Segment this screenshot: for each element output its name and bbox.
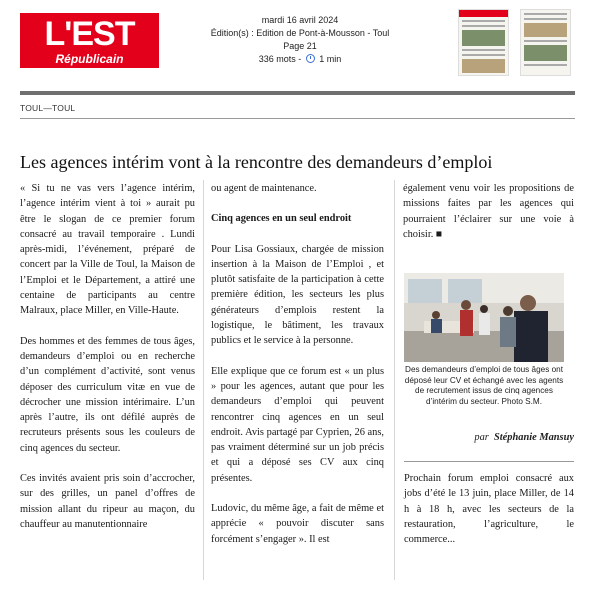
section-rule — [20, 118, 575, 119]
paragraph: Pour Lisa Gossiaux, chargée de mission insertion à la Maison de l’Emploi , et plutôt satisfaite de la participation à cette première édition, les secteurs les plus générateurs d’emplois restent la logistique, le bâtiment, les travaux publics et le service à la personne. — [211, 243, 384, 347]
word-count-row — [200, 53, 400, 66]
byline-prefix: par — [474, 432, 489, 443]
article-column-1 — [20, 181, 195, 547]
logo-main: L'EST — [44, 15, 135, 53]
subheading: Cinq agences en un seul endroit — [211, 213, 352, 225]
column-divider — [394, 180, 395, 580]
reading-time: 1 min — [319, 54, 342, 64]
article-photo[interactable] — [404, 273, 564, 362]
edition-info: Édition(s) : Edition de Pont-à-Mousson - Toul — [210, 28, 390, 38]
paragraph: également venu voir les propositions de missions faites par les agences qui pourraient l’éclairer sur une voie à choisir. ■ — [403, 183, 574, 240]
paragraph: ou agent de maintenance. — [211, 183, 317, 194]
page-thumbnail-1[interactable] — [458, 9, 509, 76]
publication-meta — [200, 14, 400, 66]
column-divider — [203, 180, 204, 580]
clock-icon — [306, 54, 315, 63]
section-label: TOUL—TOUL — [20, 103, 76, 113]
publication-date: mardi 16 avril 2024 — [261, 15, 339, 25]
author-name: Stéphanie Mansuy — [494, 432, 574, 443]
box-rule — [404, 461, 574, 462]
paragraph: « Si tu ne vas vers l’agence intérim, l’agence intérim vient à toi » aurait pu être le slogan de ce premier forum consacré au travail temporaire . Lundi après-midi, l’événement, préparé de concert par la Ville de Toul, la Maison de l’Emploi et le Département, a attiré une centaine de participants au centre Malraux, place Miller, en Ville-Haute. — [20, 183, 195, 317]
paragraph: Elle explique que ce forum est « un plus » pour les agences, autant que pour les demandeurs d’emploi qui peuvent rencontrer cinq agences en un seul endroit. Avis partagé par Cyprien, 26 ans, pas vraiment déterminé sur un job précis et qui a déposé ses CV aux cinq présentes. — [211, 365, 384, 484]
paragraph: Ces invités avaient pris soin d’accrocher, sur des grilles, un panel d’offres de mission allant du ripeur au maçon, du chauffeur au manutentionnaire — [20, 473, 195, 530]
article-title: Les agences intérim vont à la rencontre des demandeurs d’emploi — [20, 152, 493, 172]
page-thumbnail-2[interactable] — [520, 9, 571, 76]
info-box: Prochain forum emploi consacré aux jobs d’été le 13 juin, place Miller, de 14 h à 18 h, avec les secteurs de la restauration, l’agriculture, le commerce... — [404, 473, 574, 546]
page-number: Page 21 — [283, 41, 317, 51]
paragraph: Ludovic, du même âge, a fait de même et apprécie « pouvoir discuter sans forcément s’engager ». Il est — [211, 503, 384, 545]
article-column-2 — [211, 181, 384, 562]
word-count: 336 mots - — [258, 54, 302, 64]
photo-caption: Des demandeurs d’emploi de tous âges ont déposé leur CV et échangé avec les agents de recrutement issus de cinq agences d’intérim du secteur. Photo S.M. — [404, 365, 564, 406]
logo-sub: Républicain — [55, 52, 124, 66]
byline — [404, 432, 574, 443]
header-rule — [20, 91, 575, 95]
newspaper-logo — [20, 13, 159, 68]
article-column-3 — [403, 181, 574, 257]
paragraph: Des hommes et des femmes de tous âges, demandeurs d’emploi ou en recherche d’un complément d’activité, sont venus déposer des curriculum vitæ en vue de décrocher une mission intérimaire. L’un après l’autre, ils ont défilé auprès de recruteurs présents sous les couleurs de cinq agences du secteur. — [20, 335, 195, 454]
photo-illustration — [404, 273, 564, 362]
